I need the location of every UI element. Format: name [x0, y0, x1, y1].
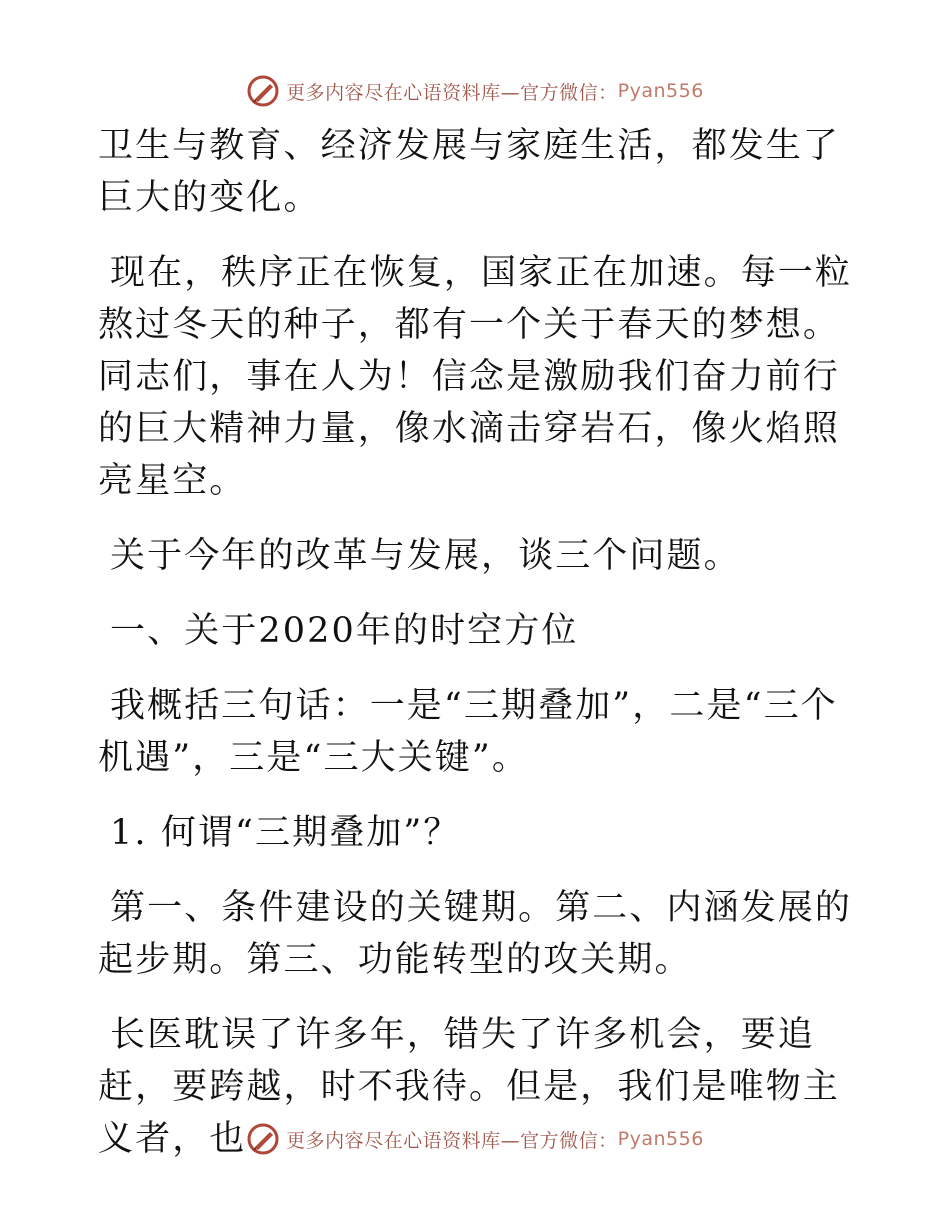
paragraph-4: 我概括三句话：一是“三期叠加”，二是“三个机遇”，三是“三大关键”。: [98, 686, 838, 778]
header-watermark: [0, 74, 950, 108]
paragraph-1: 卫生与教育、经济发展与家庭生活，都发生了巨大的变化。: [98, 126, 841, 218]
watermark-account: Pyan556: [617, 80, 704, 102]
watermark-text: 更多内容尽在心语资料库—官方微信：: [286, 1129, 618, 1152]
document-body: [98, 120, 858, 1188]
footer-watermark: [0, 1122, 950, 1156]
watermark-account: Pyan556: [617, 1128, 704, 1150]
paragraph-3: 关于今年的改革与发展，谈三个问题。: [110, 536, 741, 576]
subsection-heading-1: 1. 何谓“三期叠加”？: [110, 813, 461, 853]
paragraph-5: 第一、条件建设的关键期。第二、内涵发展的起步期。第三、功能转型的攻关期。: [98, 888, 853, 980]
pen-logo-icon: [246, 1122, 280, 1156]
pen-logo-icon: [246, 74, 280, 108]
paragraph-6: 长医耽误了许多年，错失了许多机会，要追赶，要跨越，时不我待。但是，我们是唯物主义者，也: [98, 1015, 841, 1159]
section-heading-1: 一、关于2020年的时空方位: [110, 611, 579, 651]
paragraph-2: 现在，秩序正在恢复，国家正在加速。每一粒熬过冬天的种子，都有一个关于春天的梦想。同志们，事在人为！信念是激励我们奋力前行的巨大精神力量，像水滴击穿岩石，像火焰照亮星空。: [98, 253, 853, 501]
watermark-text: 更多内容尽在心语资料库—官方微信：: [286, 81, 618, 104]
